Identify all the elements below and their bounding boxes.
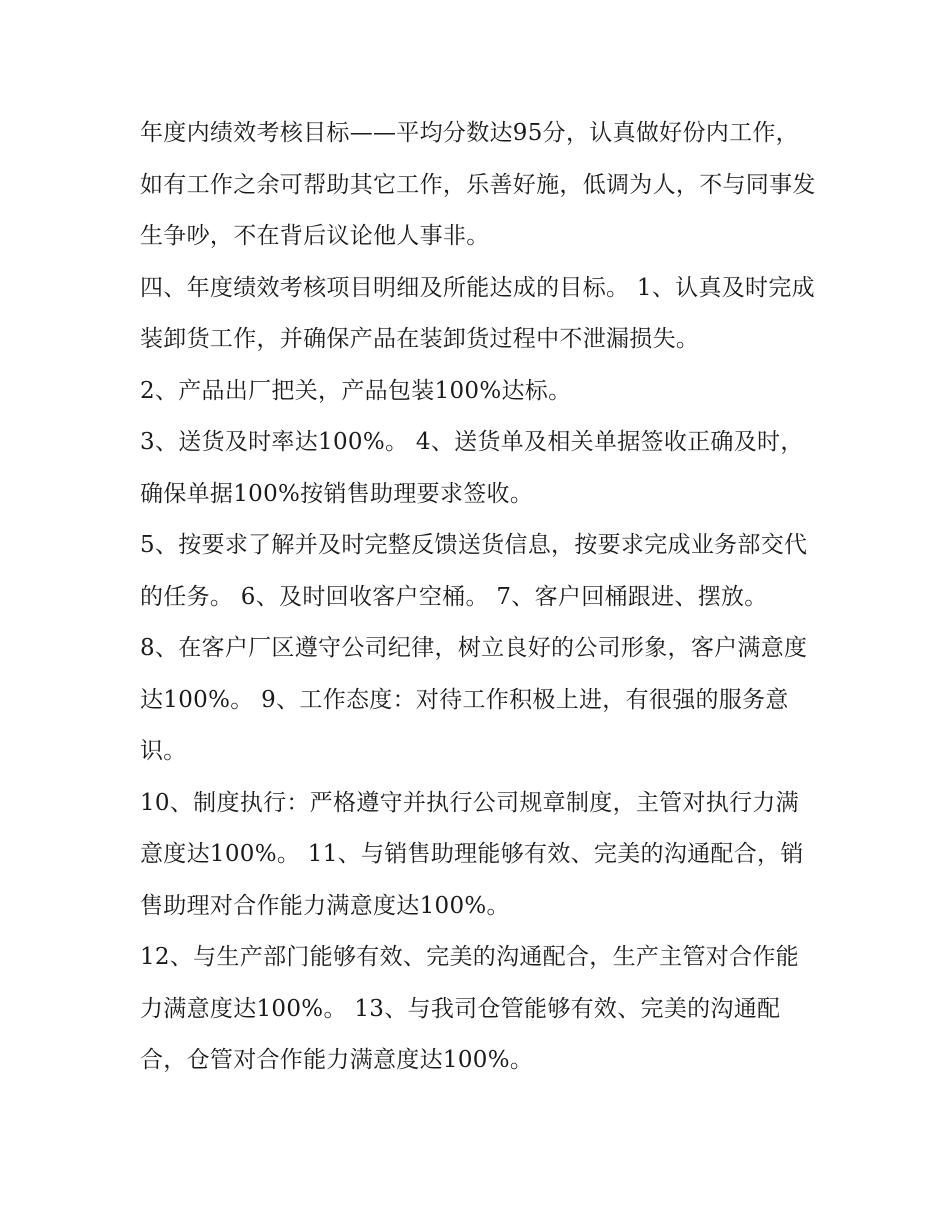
paragraph-items-5-7: 5、按要求了解并及时完整反馈送货信息，按要求完成业务部交代的任务。 6、及时回收客户空桶。 7、客户回桶跟进、摆放。 <box>140 532 808 610</box>
paragraph-item-2: 2、产品出厂把关，产品包装100%达标。 <box>140 377 572 404</box>
paragraph-items-10-11: 10、制度执行：严格遵守并执行公司规章制度，主管对执行力满意度达100%。 11、与销售助理能够有效、完美的沟通配合，销售助理对合作能力满意度达100%。 <box>140 789 804 919</box>
paragraph-items-12-13: 12、与生产部门能够有效、完美的沟通配合，生产主管对合作能力满意度达100%。 13、与我司仓管能够有效、完美的沟通配合，仓管对合作能力满意度达100%。 <box>140 944 799 1073</box>
paragraph-items-3-4: 3、送货及时率达100%。 4、送货单及相关单据签收正确及时，确保单据100%按销售助理要求签收。 <box>140 429 804 507</box>
document-body <box>140 108 820 1087</box>
paragraph-section-four: 四、年度绩效考核项目明细及所能达成的目标。 1、认真及时完成装卸货工作，并确保产品在装卸货过程中不泄漏损失。 <box>140 274 815 352</box>
paragraph-items-8-9: 8、在客户厂区遵守公司纪律，树立良好的公司形象，客户满意度达100%。 9、工作态度：对待工作积极上进，有很强的服务意识。 <box>140 635 808 764</box>
paragraph-performance-goal: 年度内绩效考核目标——平均分数达95分，认真做好份内工作，如有工作之余可帮助其它工作，乐善好施，低调为人，不与同事发生争吵，不在背后议论他人事非。 <box>140 120 816 249</box>
